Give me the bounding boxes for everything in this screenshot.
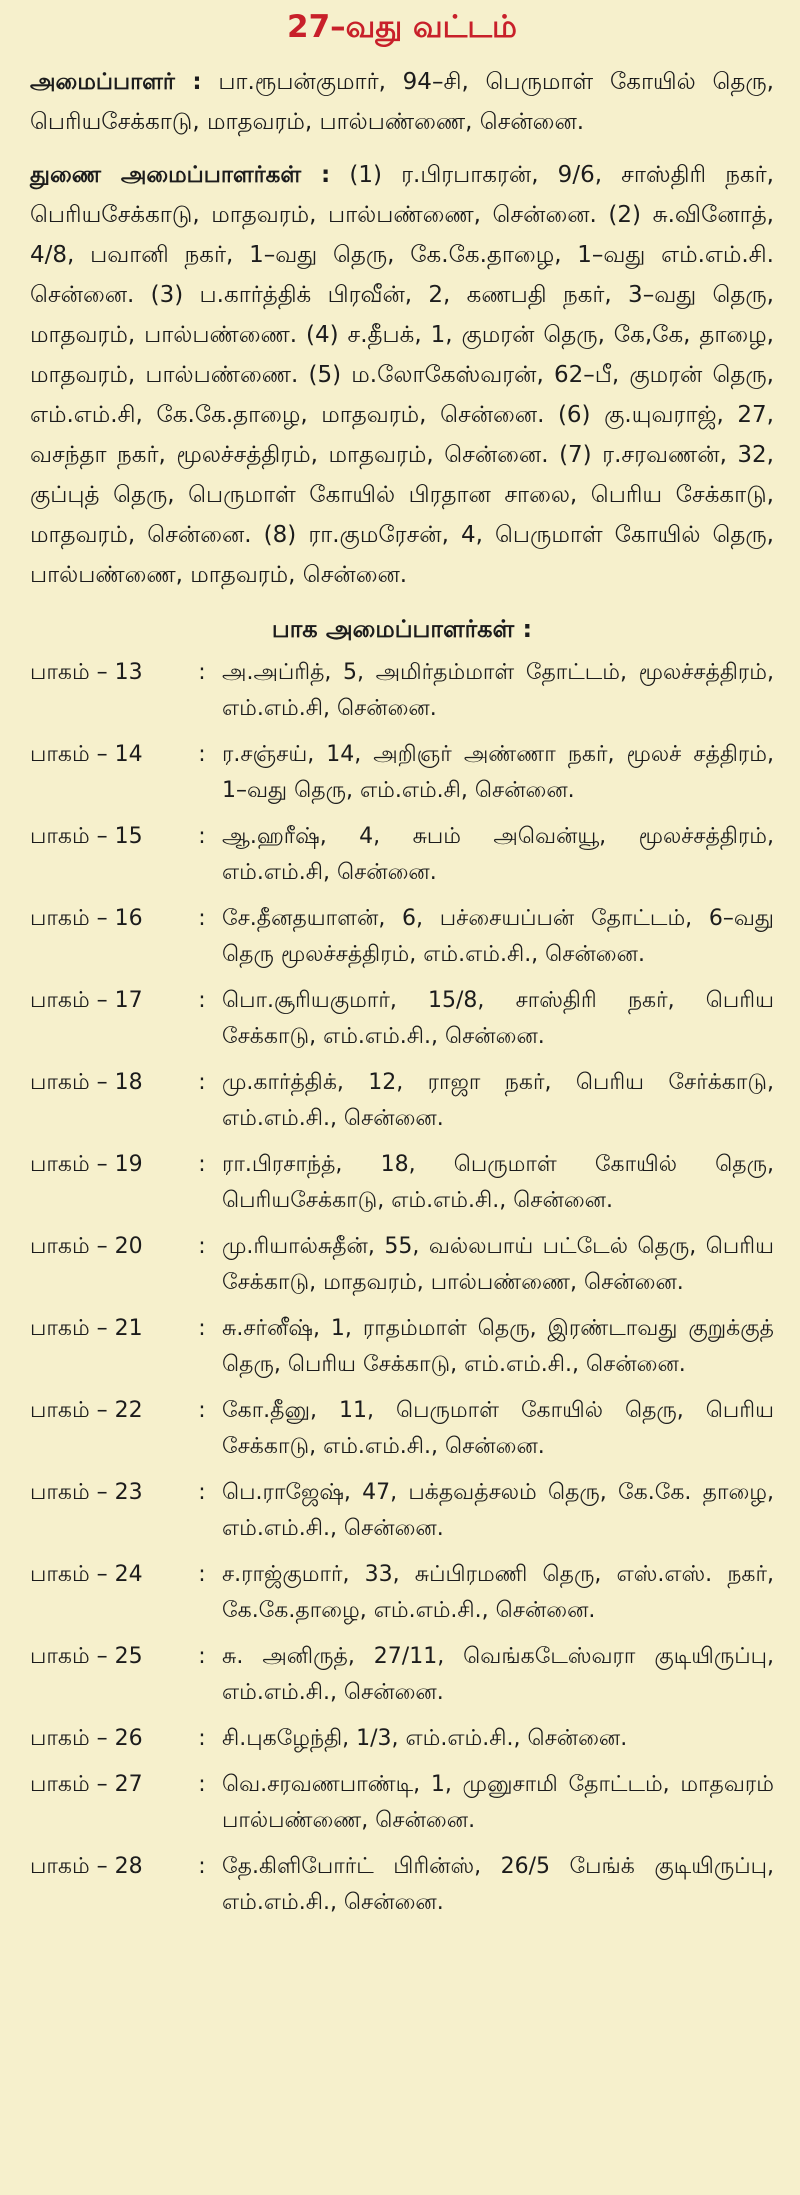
list-item [30, 901, 774, 973]
list-item [30, 1767, 774, 1839]
part-number: பாகம் – 21 [30, 1316, 143, 1341]
list-item [30, 655, 774, 727]
part-number: பாகம் – 25 [30, 1644, 143, 1669]
list-item [30, 1475, 774, 1547]
row-colon: : [198, 1398, 206, 1423]
part-organizer-details: கோ.தீனு, 11, பெருமாள் கோயில் தெரு, பெரிய சேக்காடு, எம்.எம்.சி., சென்னை. [222, 1398, 774, 1459]
row-colon: : [198, 1854, 206, 1879]
part-number: பாகம் – 13 [30, 660, 143, 685]
part-organizer-details: ஆ.ஹரீஷ், 4, சுபம் அவென்யூ, மூலச்சத்திரம், எம்.எம்.சி, சென்னை. [222, 824, 774, 885]
organizer-label: அமைப்பாளர் : [30, 69, 202, 95]
list-item [30, 1639, 774, 1711]
list-item [30, 819, 774, 891]
part-number: பாகம் – 24 [30, 1562, 143, 1587]
part-organizer-details: தே.கிளிபோர்ட் பிரின்ஸ், 26/5 பேங்க் குடியிருப்பு, எம்.எம்.சி., சென்னை. [222, 1854, 774, 1915]
part-organizer-details: மு.ரியால்சுதீன், 55, வல்லபாய் பட்டேல் தெரு, பெரிய சேக்காடு, மாதவரம், பால்பண்ணை, சென்னை. [222, 1234, 774, 1295]
part-number: பாகம் – 17 [30, 988, 143, 1013]
row-colon: : [198, 1772, 206, 1797]
part-number: பாகம் – 22 [30, 1398, 143, 1423]
part-organizer-details: சே.தீனதயாளன், 6, பச்சையப்பன் தோட்டம், 6–வது தெரு மூலச்சத்திரம், எம்.எம்.சி., சென்னை. [222, 906, 774, 967]
part-number: பாகம் – 27 [30, 1772, 143, 1797]
row-colon: : [198, 824, 206, 849]
list-item [30, 1721, 774, 1757]
part-organizers-list [30, 655, 774, 1921]
row-colon: : [198, 1726, 206, 1751]
part-organizer-details: ச.ராஜ்குமார், 33, சுப்பிரமணி தெரு, எஸ்.எஸ். நகர், கே.கே.தாழை, எம்.எம்.சி., சென்னை. [222, 1562, 774, 1623]
row-colon: : [198, 1070, 206, 1095]
row-colon: : [198, 742, 206, 767]
part-number: பாகம் – 28 [30, 1854, 143, 1879]
part-number: பாகம் – 20 [30, 1234, 143, 1259]
part-organizer-details: சி.புகழேந்தி, 1/3, எம்.எம்.சி., சென்னை. [222, 1726, 628, 1751]
row-colon: : [198, 1644, 206, 1669]
list-item [30, 737, 774, 809]
part-number: பாகம் – 23 [30, 1480, 143, 1505]
deputy-organizers-paragraph [30, 155, 774, 595]
row-colon: : [198, 1234, 206, 1259]
deputy-organizers-text: (1) ர.பிரபாகரன், 9/6, சாஸ்திரி நகர், பெரியசேக்காடு, மாதவரம், பால்பண்ணை, சென்னை. (2) சு.வினோத், 4/8, பவானி நகர், 1–வது தெரு, கே.கே.தாழை, 1–வது எம்.எம்.சி. சென்னை. (3) ப.கார்த்திக் பிரவீன், 2, கணபதி நகர், 3–வது தெரு, மாதவரம், பால்பண்ணை. (4) ச.தீபக், 1, குமரன் தெரு, கே,கே, தாழை, மாதவரம், பால்பண்ணை. (5) ம.லோகேஸ்வரன், 62–பீ, குமரன் தெரு, எம்.எம்.சி, கே.கே.தாழை, மாதவரம், சென்னை. (6) கு.யுவராஜ், 27, வசந்தா நகர், மூலச்சத்திரம், மாதவரம், சென்னை. (7) ர.சரவணன், 32, குப்புத் தெரு, பெருமாள் கோயில் பிரதான சாலை, பெரிய சேக்காடு, மாதவரம், சென்னை. (8) ரா.குமரேசன், 4, பெருமாள் கோயில் தெரு, பால்பண்ணை, மாதவரம், சென்னை. [30, 162, 774, 588]
part-organizer-details: பொ.சூரியகுமார், 15/8, சாஸ்திரி நகர், பெரிய சேக்காடு, எம்.எம்.சி., சென்னை. [222, 988, 774, 1049]
part-organizer-details: ரா.பிரசாந்த், 18, பெருமாள் கோயில் தெரு, பெரியசேக்காடு, எம்.எம்.சி., சென்னை. [222, 1152, 774, 1213]
list-item [30, 1393, 774, 1465]
section-heading: பாக அமைப்பாளர்கள் : [271, 615, 533, 643]
row-colon: : [198, 660, 206, 685]
list-item [30, 1849, 774, 1921]
part-number: பாகம் – 19 [30, 1152, 143, 1177]
part-organizer-details: சு. அனிருத், 27/11, வெங்கடேஸ்வரா குடியிருப்பு, எம்.எம்.சி., சென்னை. [222, 1644, 774, 1705]
part-organizer-details: அ.அப்ரித், 5, அமிர்தம்மாள் தோட்டம், மூலச்சத்திரம், எம்.எம்.சி, சென்னை. [222, 660, 774, 721]
list-item [30, 983, 774, 1055]
part-organizer-details: மு.கார்த்திக், 12, ராஜா நகர், பெரிய சேர்க்காடு, எம்.எம்.சி., சென்னை. [222, 1070, 774, 1131]
part-organizer-details: வெ.சரவணபாண்டி, 1, முனுசாமி தோட்டம், மாதவரம் பால்பண்ணை, சென்னை. [222, 1772, 774, 1833]
ward-title: 27–வது வட்டம் [287, 9, 517, 45]
part-number: பாகம் – 14 [30, 742, 143, 767]
list-item [30, 1065, 774, 1137]
part-number: பாகம் – 16 [30, 906, 143, 931]
row-colon: : [198, 1152, 206, 1177]
list-item [30, 1147, 774, 1219]
list-item [30, 1311, 774, 1383]
row-colon: : [198, 1562, 206, 1587]
list-item [30, 1229, 774, 1301]
row-colon: : [198, 1480, 206, 1505]
row-colon: : [198, 988, 206, 1013]
part-number: பாகம் – 18 [30, 1070, 143, 1095]
part-organizer-details: பெ.ராஜேஷ், 47, பக்தவத்சலம் தெரு, கே.கே. தாழை, எம்.எம்.சி., சென்னை. [222, 1480, 774, 1541]
row-colon: : [198, 906, 206, 931]
part-number: பாகம் – 15 [30, 824, 143, 849]
part-number: பாகம் – 26 [30, 1726, 143, 1751]
list-item [30, 1557, 774, 1629]
deputy-organizers-label: துணை அமைப்பாளர்கள் : [30, 162, 331, 188]
organizer-paragraph [30, 62, 774, 142]
part-organizer-details: ர.சஞ்சய், 14, அறிஞர் அண்ணா நகர், மூலச் சத்திரம், 1–வது தெரு, எம்.எம்.சி, சென்னை. [222, 742, 774, 803]
organizer-text: பா.ரூபன்குமார், 94–சி, பெருமாள் கோயில் தெரு, பெரியசேக்காடு, மாதவரம், பால்பண்ணை, சென்னை. [30, 69, 774, 135]
part-organizer-details: சு.சர்னீஷ், 1, ராதம்மாள் தெரு, இரண்டாவது குறுக்குத் தெரு, பெரிய சேக்காடு, எம்.எம்.சி., சென்னை. [222, 1316, 774, 1377]
row-colon: : [198, 1316, 206, 1341]
